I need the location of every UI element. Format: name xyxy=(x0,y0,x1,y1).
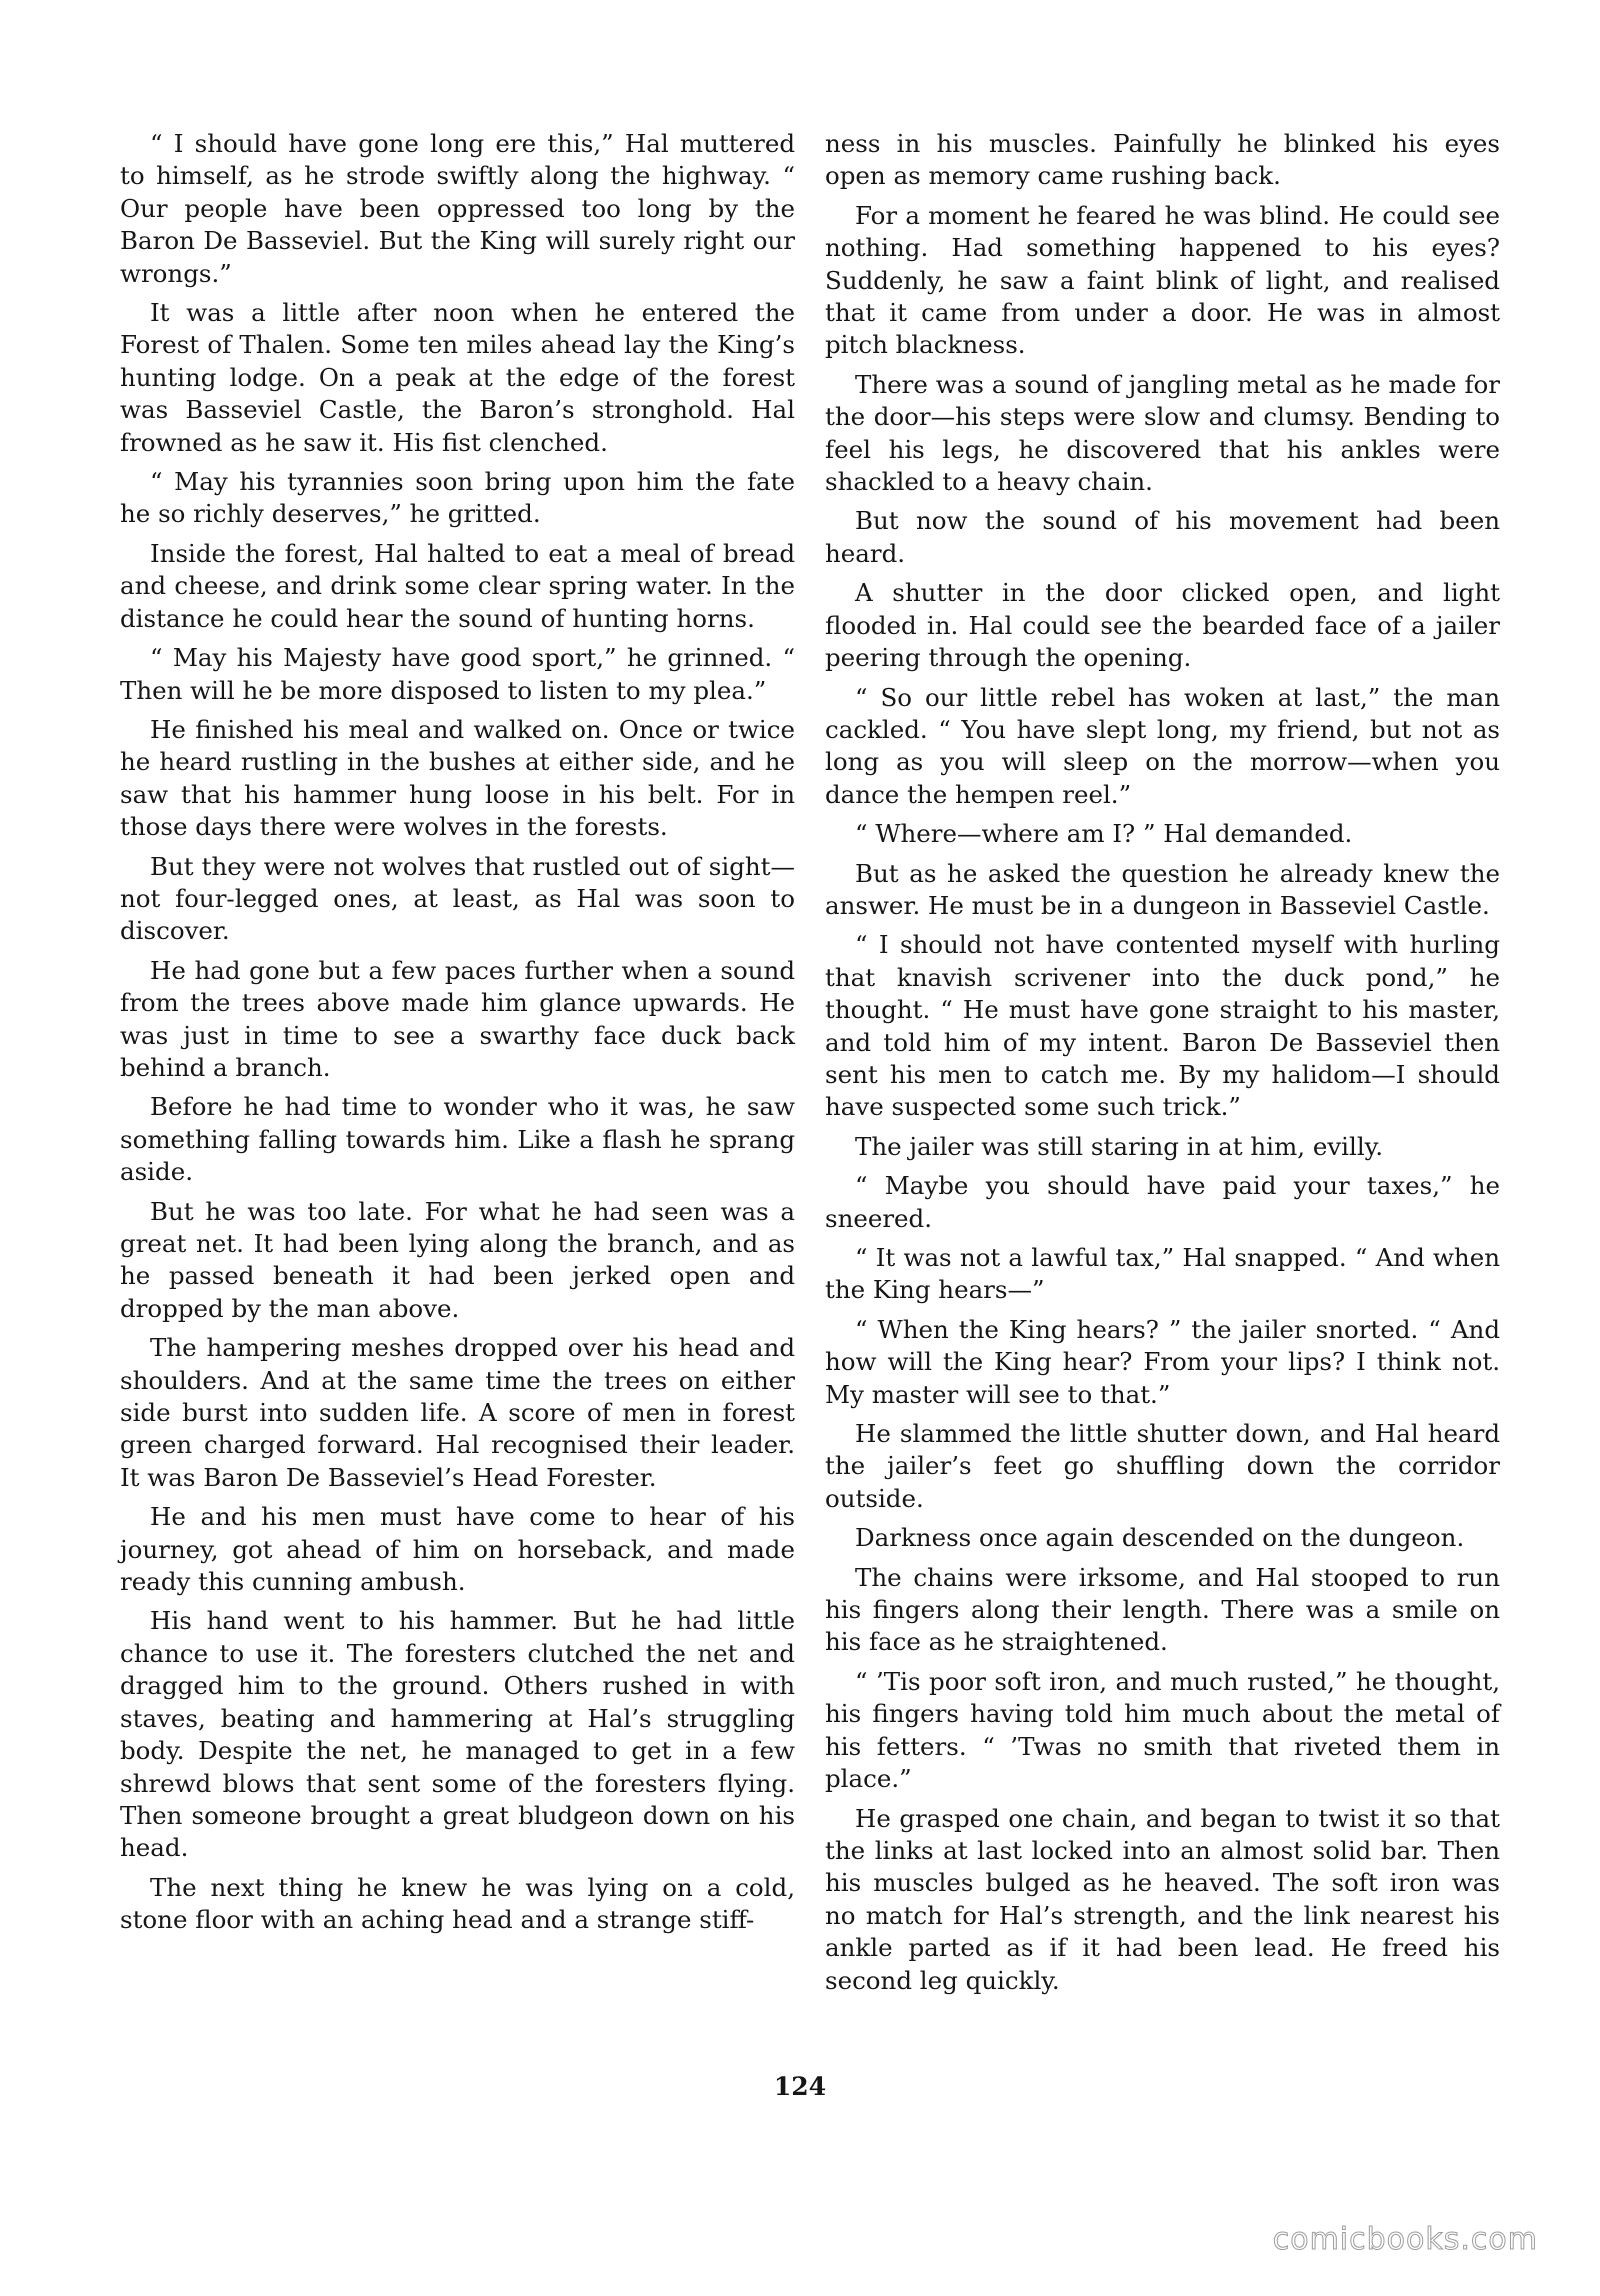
paragraph: “ It was not a lawful tax,” Hal snapped. “ And when the King hears—” xyxy=(825,1243,1500,1305)
paragraph: But as he asked the question he already knew the answer. He must be in a dungeon in Basseviel Castle. xyxy=(825,858,1500,920)
paragraph: The chains were irksome, and Hal stooped to run his fingers along their length. There was a smile on his face as he straightened. xyxy=(825,1562,1500,1657)
paragraph-continuation: ness in his muscles. Painfully he blinked his eyes open as memory came rushing back. xyxy=(825,129,1500,191)
paragraph: He and his men must have come to hear of his journey, got ahead of him on horseback, and made ready this cunning ambush. xyxy=(120,1502,795,1597)
paragraph: He grasped one chain, and began to twist it so that the links at last locked into an almost solid bar. Then his muscles bulged as he heaved. The soft iron was no match for Hal’s strength, and the link nearest his ankle parted as if it had been lead. He freed his second leg quickly. xyxy=(825,1803,1500,1995)
paragraph: “ Where—where am I? ” Hal demanded. xyxy=(855,819,1353,849)
page-number: 124 xyxy=(773,2072,827,2101)
paragraph: “ May his Majesty have good sport,” he grinned. “ Then will he be more disposed to listen to my plea.” xyxy=(120,643,795,705)
paragraph: But he was too late. For what he had seen was a great net. It had been lying along the branch, and as he passed beneath it had been jerked open and dropped by the man above. xyxy=(120,1196,795,1323)
paragraph: “ I should have gone long ere this,” Hal muttered to himself, as he strode swiftly along the highway. “ Our people have been oppressed too long by the Baron De Basseviel. But the King will surely right our wrongs.” xyxy=(120,129,795,288)
paragraph: But now the sound of his movement had been heard. xyxy=(825,506,1500,568)
watermark: comicbooks.com xyxy=(1272,2222,1538,2257)
paragraph: “ May his tyrannies soon bring upon him the fate he so richly deserves,” he gritted. xyxy=(120,467,795,529)
paragraph: He finished his meal and walked on. Once or twice he heard rustling in the bushes at either side, and he saw that his hammer hung loose in his belt. For in those days there were wolves in the forests. xyxy=(120,714,795,842)
paragraph: “ I should not have contented myself with hurling that knavish scrivener into the duck pond,” he thought. “ He must have gone straight to his master, and told him of my intent. Baron De Basseviel then sent his men to catch me. By my halidom—I should have suspected some such trick.” xyxy=(825,930,1500,1122)
paragraph: He slammed the little shutter down, and Hal heard the jailer’s feet go shuffling down the corridor outside. xyxy=(825,1419,1500,1513)
right-column xyxy=(825,128,1500,2004)
paragraph: For a moment he feared he was blind. He could see nothing. Had something happened to his eyes? Suddenly, he saw a faint blink of light, and realised that it came from under a door. He was in almost pitch blackness. xyxy=(825,200,1500,360)
paragraph: The next thing he knew he was lying on a cold, stone floor with an aching head and a strange stiff- xyxy=(120,1872,795,1935)
paragraph: “ So our little rebel has woken at last,” the man cackled. “ You have slept long, my friend, but not as long as you will sleep on the morrow—when you dance the hempen reel.” xyxy=(825,682,1500,809)
paragraph: Before he had time to wonder who it was, he saw something falling towards him. Like a flash he sprang aside. xyxy=(120,1092,795,1187)
paragraph: The hampering meshes dropped over his head and shoulders. And at the same time the trees on either side burst into sudden life. A score of men in forest green charged forward. Hal recognised their leader. It was Baron De Basseviel’s Head Forester. xyxy=(120,1333,795,1492)
paragraph: There was a sound of jangling metal as he made for the door—his steps were slow and clumsy. Bending to feel his legs, he discovered that his ankles were shackled to a heavy chain. xyxy=(825,369,1500,497)
paragraph: But they were not wolves that rustled out of sight—not four-legged ones, at least, as Hal was soon to discover. xyxy=(120,851,795,946)
paragraph: His hand went to his hammer. But he had little chance to use it. The foresters clutched the net and dragged him to the ground. Others rushed in with staves, beating and hammering at Hal’s struggling body. Despite the net, he managed to get in a few shrewd blows that sent some of the foresters flying. Then someone brought a great bludgeon down on his head. xyxy=(120,1606,795,1863)
paragraph: Inside the forest, Hal halted to eat a meal of bread and cheese, and drink some clear spring water. In the distance he could hear the sound of hunting horns. xyxy=(120,538,795,633)
paragraph: A shutter in the door clicked open, and light flooded in. Hal could see the bearded face of a jailer peering through the opening. xyxy=(825,578,1500,673)
paragraph: It was a little after noon when he entered the Forest of Thalen. Some ten miles ahead lay the King’s hunting lodge. On a peak at the edge of the forest was Basseviel Castle, the Baron’s stronghold. Hal frowned as he saw it. His fist clenched. xyxy=(120,298,795,457)
left-column xyxy=(120,128,795,1944)
paragraph: “ Maybe you should have paid your taxes,” he sneered. xyxy=(825,1171,1500,1233)
paragraph: “ ’Tis poor soft iron, and much rusted,” he thought, his fingers having told him much about the metal of his fetters. “ ’Twas no smith that riveted them in place.” xyxy=(825,1666,1500,1794)
paragraph: “ When the King hears? ” the jailer snorted. “ And how will the King hear? From your lips? I think not. My master will see to that.” xyxy=(825,1314,1500,1409)
paragraph: The jailer was still staring in at him, evilly. xyxy=(855,1131,1384,1161)
paragraph: He had gone but a few paces further when a sound from the trees above made him glance upwards. He was just in time to see a swarthy face duck back behind a branch. xyxy=(120,955,795,1082)
paragraph: Darkness once again descended on the dungeon. xyxy=(855,1523,1465,1553)
